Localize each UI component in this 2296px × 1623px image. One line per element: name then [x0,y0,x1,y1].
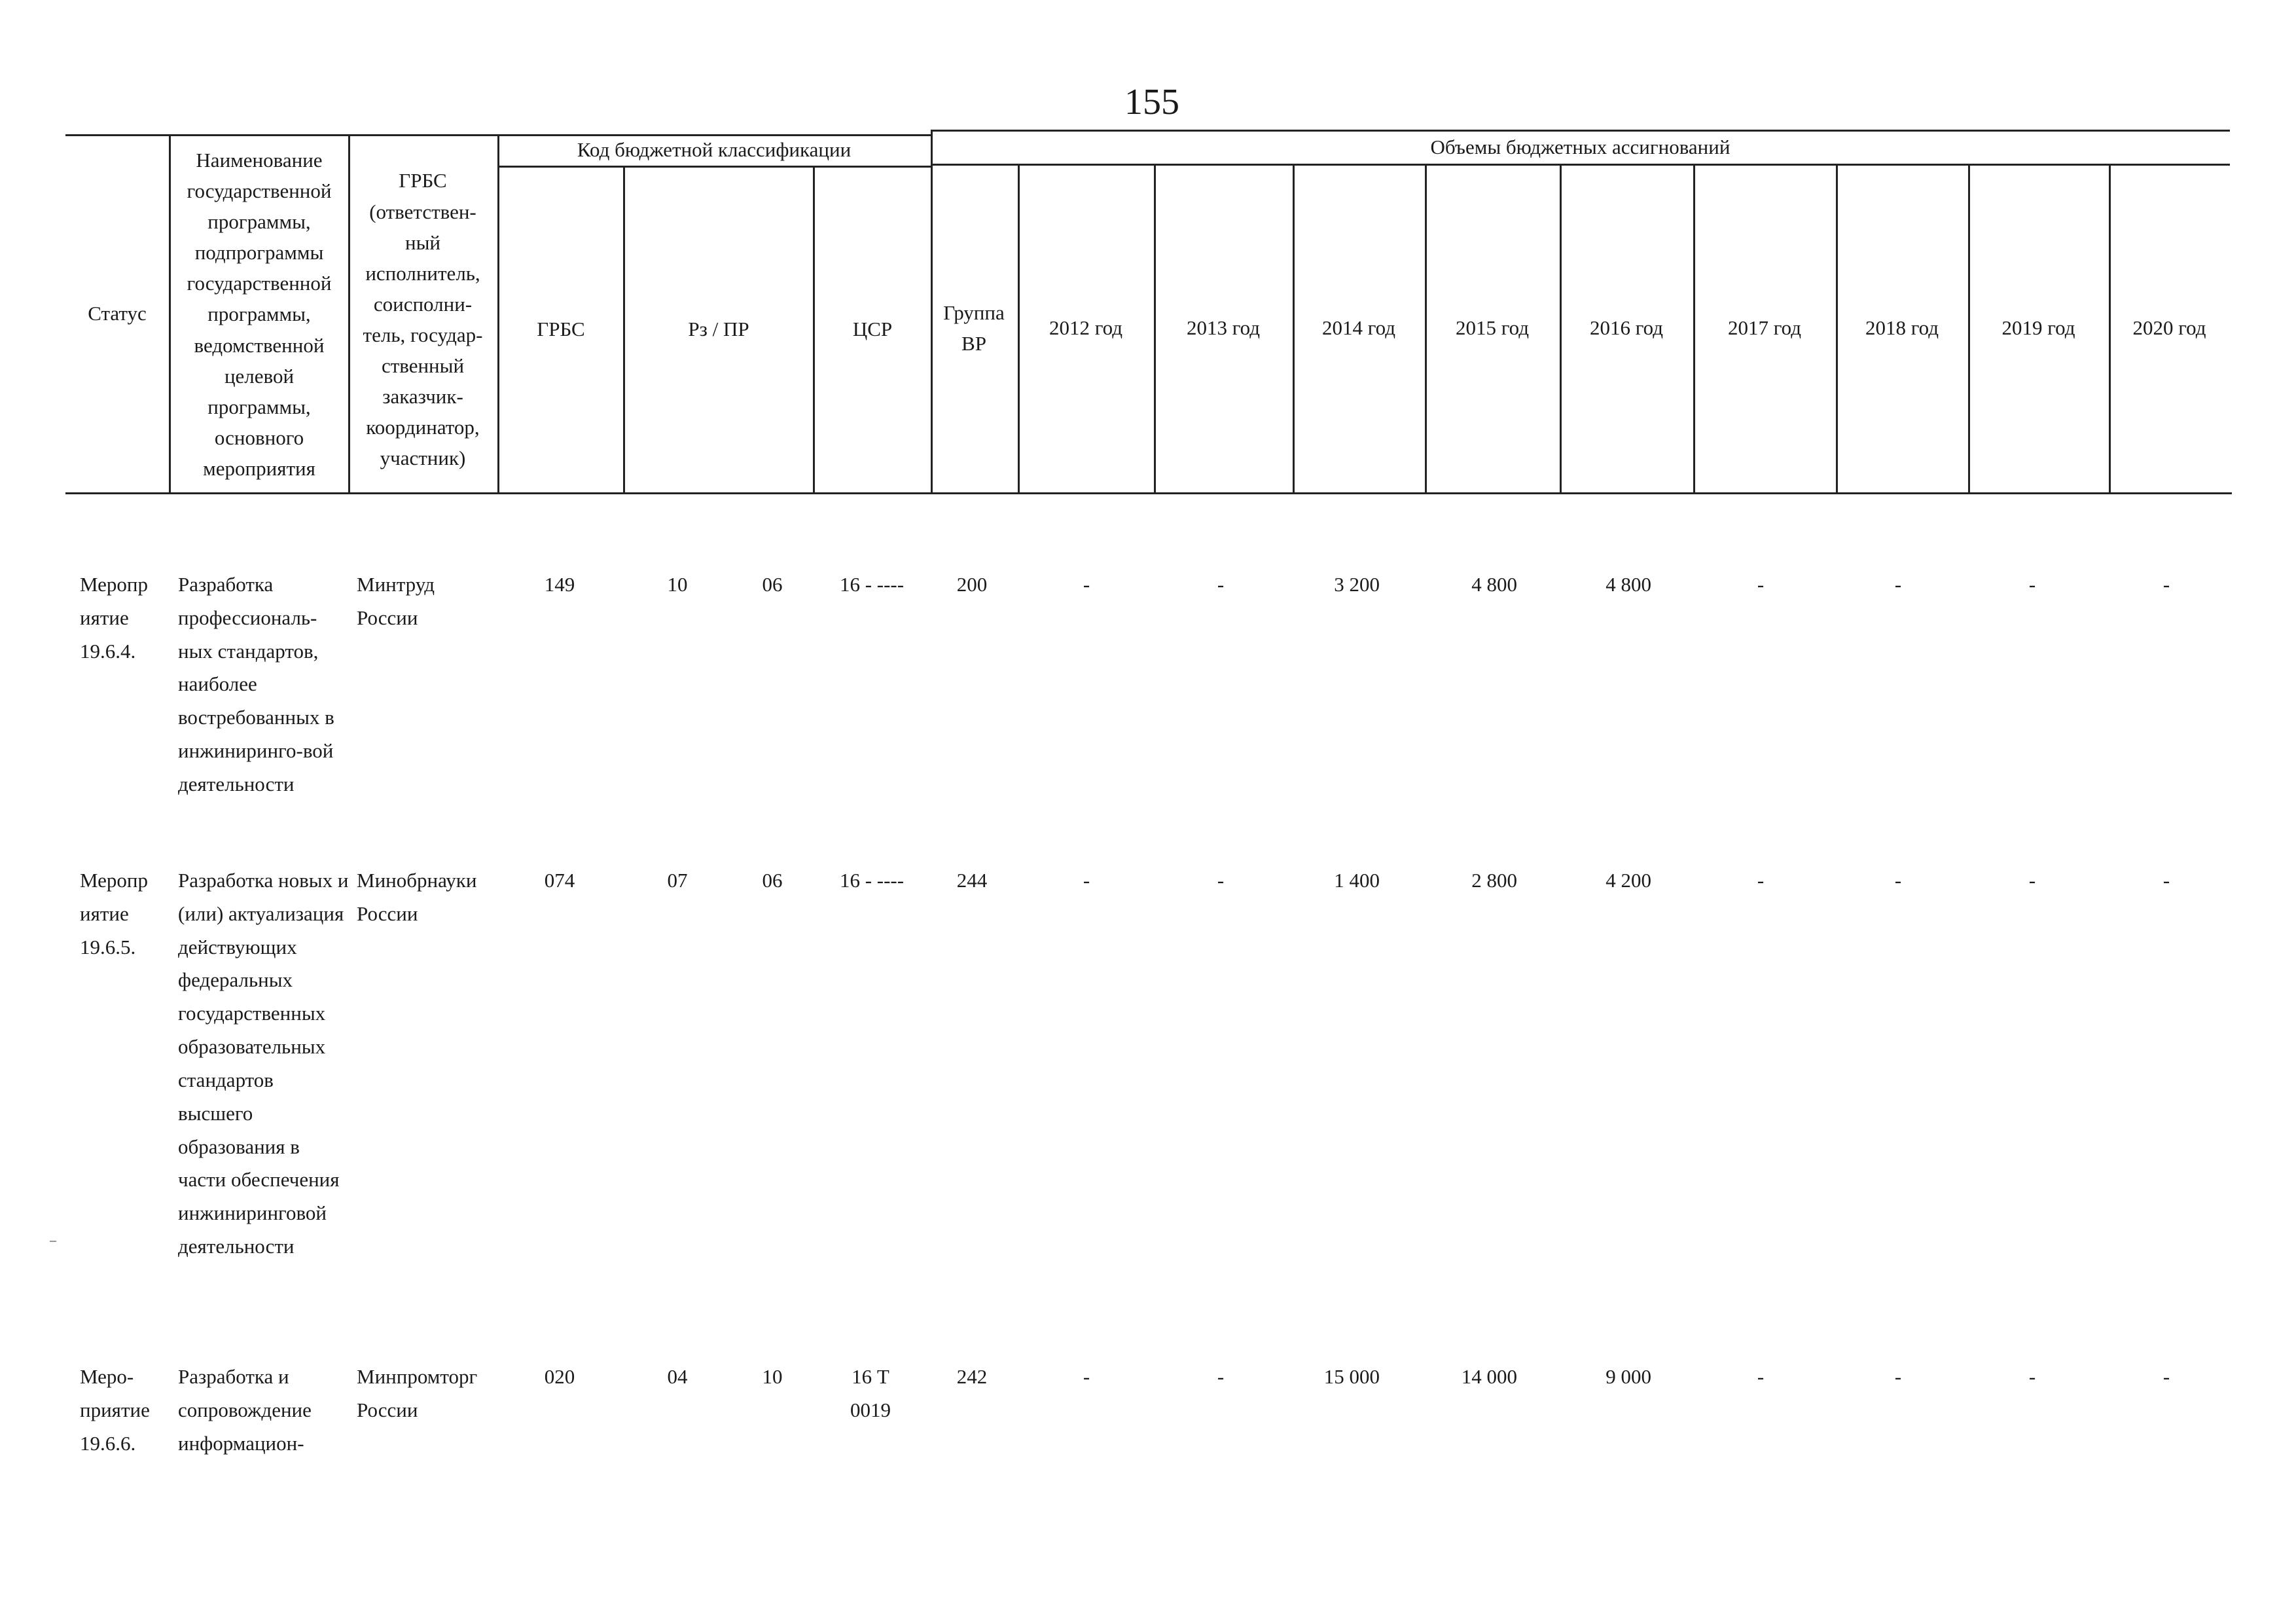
header-year-2017: 2017 год [1727,316,1802,340]
header-bottom-border [65,492,2232,494]
row-value-2018: - [1894,869,1902,892]
row-grbs-name: Минпромторг России [357,1365,478,1421]
row-value-2012: - [1083,869,1090,892]
header-grbs-role: ГРБС (ответствен-ный исполнитель, соисполни-тель, государ-ственный заказчик-координатор, участник) [363,169,483,470]
row-group-vr: 242 [956,1365,988,1388]
row-csr-code: 16 - ---- [839,573,905,596]
row-grbs-name: Минобрнауки России [357,869,477,925]
row-grbs-code: 020 [544,1365,575,1388]
row-value-2020: - [2162,573,2170,596]
header-col-grbs: ГРБС [537,317,585,340]
row-grbs-code: 074 [544,869,575,892]
row-value-2015: 4 800 [1471,573,1517,596]
header-year-2020: 2020 год [2132,316,2206,340]
header-col-group-vr: Группа ВР [943,301,1005,355]
row-value-2018: - [1894,573,1902,596]
row-value-2014: 15 000 [1323,1365,1380,1388]
col-divider [348,134,350,492]
row-csr-code: 16 - ---- [839,869,905,892]
col-divider [169,134,171,492]
row-pr-code: 06 [762,573,783,596]
row-value-2012: - [1083,573,1090,596]
row-value-2020: - [2162,869,2170,892]
row-value-2015: 14 000 [1461,1365,1517,1388]
row-rz-code: 10 [667,573,688,596]
row-value-2014: 1 400 [1334,869,1380,892]
row-status: Меропр иятие 19.6.5. [80,869,149,958]
row-pr-code: 10 [762,1365,783,1388]
row-program-name: Разработка и сопровождение информацион- [178,1365,312,1455]
header-budget-code-group: Код бюджетной классификации [577,138,852,162]
row-status: Меропр иятие 19.6.4. [80,573,149,663]
row-program-name: Разработка новых и (или) актуализация действующих федеральных государственных образовательных стандартов высшего образования в части обеспечения инжиниринговой деятельности [178,869,349,1258]
row-value-2016: 4 200 [1605,869,1651,892]
row-value-2017: - [1757,573,1765,596]
header-year-2016: 2016 год [1589,316,1664,340]
margin-mark [50,1241,56,1242]
row-value-2013: - [1217,1365,1225,1388]
row-grbs-name: Минтруд России [357,573,435,629]
row-rz-code: 04 [667,1365,688,1388]
header-year-2014: 2014 год [1321,316,1396,340]
row-value-2019: - [2028,869,2036,892]
header-year-2012: 2012 год [1049,316,1123,340]
row-value-2013: - [1217,573,1225,596]
row-value-2020: - [2162,1365,2170,1388]
header-col-rz-pr: Рз / ПР [688,317,749,340]
row-pr-code: 06 [762,869,783,892]
header-year-2019: 2019 год [2001,316,2075,340]
row-program-name: Разработка профессиональ-ных стандартов, наиболее востребованных в инжиниринго-вой деятельности [178,573,334,795]
row-value-2014: 3 200 [1334,573,1380,596]
row-value-2017: - [1757,869,1765,892]
row-value-2015: 2 800 [1471,869,1517,892]
row-value-2012: - [1083,1365,1090,1388]
row-grbs-code: 149 [544,573,575,596]
row-group-vr: 200 [956,573,988,596]
row-group-vr: 244 [956,869,988,892]
page-number: 155 [1124,82,1179,122]
row-value-2018: - [1894,1365,1902,1388]
header-year-2018: 2018 год [1865,316,1939,340]
row-value-2016: 4 800 [1605,573,1651,596]
row-status: Меро-приятие 19.6.6. [80,1365,150,1455]
row-value-2016: 9 000 [1605,1365,1651,1388]
header-year-2013: 2013 год [1186,316,1261,340]
header-year-2015: 2015 год [1455,316,1530,340]
header-status: Статус [88,301,147,325]
header-col-csr: ЦСР [852,317,893,340]
row-value-2013: - [1217,869,1225,892]
row-value-2017: - [1757,1365,1765,1388]
row-rz-code: 07 [667,869,688,892]
row-value-2019: - [2028,1365,2036,1388]
header-program-name: Наименование государственной программы, подпрограммы государственной программы, ведомственной целевой программы, основного мероприятия [187,148,332,480]
header-allocations-group: Объемы бюджетных ассигнований [1430,136,1731,159]
row-csr-code: 16 Т 0019 [850,1365,891,1421]
row-value-2019: - [2028,573,2036,596]
col-divider [931,130,933,492]
